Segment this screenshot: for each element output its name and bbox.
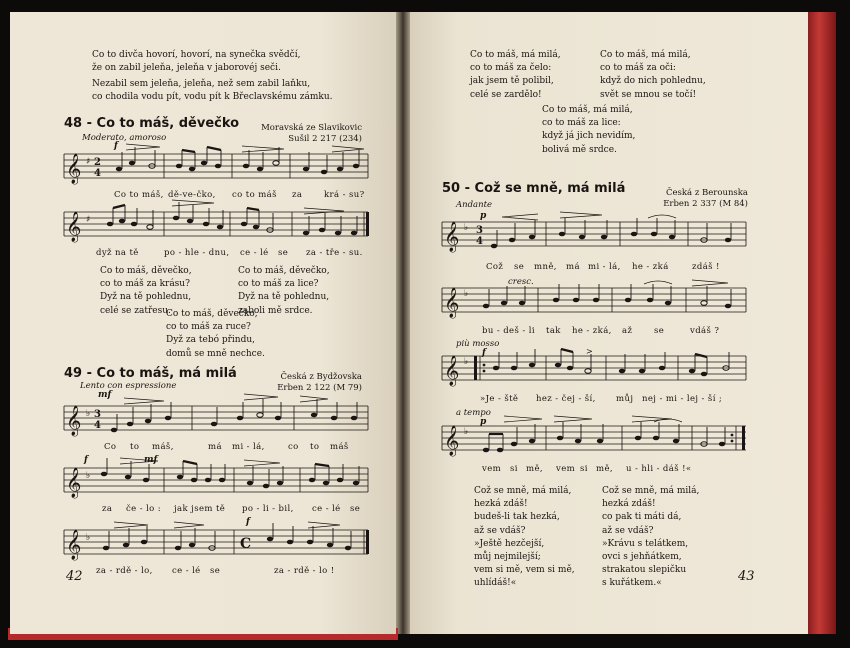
text-line: co to máš za čelo:	[470, 63, 552, 74]
text-line: Dyž na tě pohlednu,	[100, 292, 192, 303]
song-49-lyric-3: ce - lé	[172, 566, 201, 576]
text-line: hezká zdáš!	[602, 499, 656, 510]
source-line: Česká z Berounska	[666, 188, 748, 198]
text-line: co to máš za lice?	[238, 279, 319, 290]
svg-text:♯: ♯	[86, 157, 91, 167]
song-50-tempo: Andante	[456, 200, 493, 210]
song-50-lyric-4: mě,	[596, 464, 613, 474]
text-line: domů se mně nechce.	[166, 348, 265, 359]
svg-text:3: 3	[476, 225, 483, 236]
song-50-verse-a	[474, 485, 575, 591]
song-48-lyric-2: za - tře - su.	[306, 248, 363, 258]
song-49-lyric-1: to	[130, 442, 140, 452]
svg-text:𝄞: 𝄞	[66, 154, 82, 184]
song-50-lyric-3: nej - mi - lej - ší ;	[642, 394, 723, 404]
svg-text:𝄞: 𝄞	[444, 356, 460, 386]
source-line: Erben 2 337 (M 84)	[663, 199, 748, 209]
intro-verse-1	[92, 49, 300, 75]
song-49-lyric-2: za	[102, 504, 113, 514]
text-line: co pak ti máti dá,	[602, 512, 682, 523]
svg-text:C: C	[240, 536, 252, 552]
text-line: že on zabil jeleňa, jeleňa v jaborovéj seči.	[92, 63, 281, 74]
source-line: Moravská ze Slavikovic	[261, 123, 362, 133]
svg-text:𝄞: 𝄞	[66, 406, 82, 436]
svg-text:2: 2	[94, 157, 101, 168]
svg-text:>: >	[586, 347, 593, 356]
text-line: co to máš za ruce?	[166, 322, 251, 333]
song-50-verse-b	[602, 485, 699, 591]
song-48-lyric: krá - su?	[324, 190, 365, 200]
song-49-dynamic: mf	[98, 390, 112, 400]
svg-text:𝄞: 𝄞	[66, 530, 82, 560]
svg-text:♭: ♭	[464, 223, 469, 233]
right-page	[410, 12, 808, 634]
song-49-staff-1	[64, 402, 370, 438]
song-49-lyric-2: po - li - bil,	[242, 504, 294, 514]
song-50-lyric-4: si	[580, 464, 588, 474]
text-line: Což se mně, má milá,	[474, 486, 572, 496]
song-50-staff-1	[442, 218, 748, 254]
song-50-title: 50 - Což se mně, má milá	[442, 181, 626, 196]
song-50-lyric-2: vdáš ?	[690, 326, 720, 336]
text-line: co to máš za lice:	[542, 118, 621, 129]
svg-text:♯: ♯	[86, 215, 91, 225]
book-spine	[396, 12, 410, 634]
song-49-dynamic-4: f	[246, 517, 250, 527]
song-50-dynamic-p: p	[480, 417, 487, 427]
song-50-lyric-2: se	[654, 326, 665, 336]
svg-text:𝄞: 𝄞	[66, 212, 82, 242]
text-line: když do nich pohlednu,	[600, 76, 706, 87]
text-line: bolivá mě srdce.	[542, 144, 617, 155]
song-50-source	[663, 188, 748, 210]
svg-text:𝄞: 𝄞	[444, 222, 460, 252]
text-line: »Ještě hezčejší,	[474, 538, 545, 549]
text-line: s kuřátkem.«	[602, 578, 662, 589]
song-48-source	[261, 123, 362, 145]
text-line: Což se mně, má milá,	[602, 486, 700, 496]
source-line: Sušil 2 217 (234)	[288, 134, 362, 144]
text-line: jak jsem tě polibil,	[470, 76, 554, 87]
text-line: hezká zdáš!	[474, 499, 528, 510]
text-line: co chodila vodu pít, vodu pít k Břeclavskému zámku.	[92, 92, 333, 103]
song-50-lyric-4: vem	[556, 464, 576, 474]
song-49-lyric-2: ce - lé	[312, 504, 341, 514]
song-49-lyric-1: máš,	[152, 442, 174, 452]
text-line: Co to máš, děvečko,	[100, 266, 192, 276]
song-49-staff-3	[64, 526, 370, 562]
text-line: celé se zatřesu.	[100, 305, 171, 316]
song-50-lyric-2: he - zká,	[572, 326, 612, 336]
text-line: budeš-li tak hezká,	[474, 512, 560, 523]
svg-text:𝄞: 𝄞	[444, 426, 460, 456]
song-50-a-tempo: a tempo	[456, 408, 491, 418]
song-48-staff-1	[64, 150, 370, 186]
song-49-verse-b	[600, 49, 706, 102]
text-line: vem si mě, vem si mě,	[474, 565, 575, 576]
text-line: co to máš za krásu?	[100, 279, 190, 290]
song-50-staff-2	[442, 284, 748, 320]
song-49-lyric-2: se	[350, 504, 361, 514]
song-49-verse-a	[470, 49, 561, 102]
book-edge-right	[808, 12, 836, 634]
svg-text:♭: ♭	[464, 357, 469, 367]
svg-text:𝄞: 𝄞	[66, 468, 82, 498]
text-line: svět se mnou se točí!	[600, 89, 697, 100]
svg-text:♭: ♭	[86, 471, 91, 481]
song-48-dynamic: f	[114, 141, 118, 151]
song-50-lyric-2: až	[622, 326, 633, 336]
song-48-lyric: Co to máš,	[114, 190, 164, 200]
song-50-lyric-1: he - zká	[632, 262, 669, 272]
song-48-verse-c	[166, 308, 265, 361]
song-49-lyric-2: jak jsem tě	[174, 504, 226, 514]
svg-text:4: 4	[94, 420, 101, 431]
song-49-lyric-1: mi - lá,	[232, 442, 265, 452]
song-50-lyric-1: mi - lá,	[588, 262, 621, 272]
song-50-lyric-2: bu - deš - li	[482, 326, 535, 336]
song-50-lyric-1: má	[566, 262, 580, 272]
svg-text:3: 3	[94, 409, 101, 420]
song-48-lyric-2: dyž na tě	[96, 248, 139, 258]
song-49-staff-2	[64, 464, 370, 500]
song-49-lyric-1: Co	[104, 442, 117, 452]
left-page	[10, 12, 396, 634]
text-line: Dyž na tě pohlednu,	[238, 292, 330, 303]
text-line: Co to máš, má milá,	[470, 50, 561, 60]
song-50-lyric-1: mně,	[534, 262, 557, 272]
song-50-dynamic: p	[480, 211, 487, 221]
text-line: ovci s jehňátkem,	[602, 552, 682, 563]
svg-text:4: 4	[94, 168, 101, 179]
song-48-tempo: Moderato, amoroso	[82, 133, 167, 143]
song-48-lyric: co to máš	[232, 190, 277, 200]
song-48-lyric-2: po - hle - dnu,	[164, 248, 230, 258]
text-line: Co to máš, má milá,	[600, 50, 691, 60]
text-line: Nezabil sem jeleňa, jeleňa, než sem zabil laňku,	[92, 79, 311, 89]
text-line: zaboli mě srdce.	[238, 305, 313, 316]
song-49-dynamic-3: mf	[144, 455, 158, 465]
text-line: můj nejmilejší;	[474, 552, 541, 563]
text-line: strakatou slepičku	[602, 565, 687, 576]
page-number-right: 43	[738, 569, 755, 584]
text-line: co to máš za oči:	[600, 63, 676, 74]
song-48-lyric-2: ce - lé	[240, 248, 269, 258]
song-49-dynamic-2: f	[84, 455, 88, 465]
song-49-lyric-1: máš	[330, 442, 349, 452]
song-49-lyric-1: má	[208, 442, 222, 452]
svg-text:♭: ♭	[464, 289, 469, 299]
song-49-lyric-1: to	[310, 442, 320, 452]
text-line: uhlídáš!«	[474, 578, 517, 589]
text-line: Co to máš, děvečko,	[166, 309, 258, 319]
text-line: když já jich nevidím,	[542, 131, 636, 142]
song-48-lyric: dě-ve-čko,	[168, 190, 216, 200]
song-48-staff-2	[64, 208, 370, 244]
song-50-lyric-3: můj	[616, 394, 634, 404]
text-line: Co to divča hovorí, hovorí, na synečka svědčí,	[92, 50, 301, 60]
song-48-lyric-2: se	[278, 248, 289, 258]
song-50-staff-3	[442, 347, 748, 388]
song-49-lyric-2: če - lo :	[126, 504, 162, 514]
song-50-lyric-4: si	[510, 464, 518, 474]
song-50-piu-mosso: più mosso	[456, 339, 500, 349]
intro-verse-2	[92, 78, 333, 104]
song-50-lyric-3: »Je - ště	[480, 394, 519, 404]
song-48-lyric: za	[292, 190, 303, 200]
svg-text:♭: ♭	[464, 427, 469, 437]
song-49-lyric-1: co	[288, 442, 299, 452]
text-line: celé se zardělo!	[470, 89, 542, 100]
svg-text:♭: ♭	[86, 533, 91, 543]
source-line: Erben 2 122 (M 79)	[277, 383, 362, 393]
svg-text:♭: ♭	[86, 409, 91, 419]
song-50-lyric-1: zdáš !	[692, 262, 720, 272]
text-line: Dyž za tebó přindu,	[166, 335, 256, 346]
song-50-lyric-1: se	[514, 262, 525, 272]
text-line: až se vdáš?	[602, 525, 654, 536]
song-49-lyric-3: se	[210, 566, 221, 576]
text-line: Co to máš, má milá,	[542, 105, 633, 115]
song-50-lyric-4: vem	[482, 464, 502, 474]
text-line: Co to máš, děvečko,	[238, 266, 330, 276]
song-50-dynamic-f: f	[482, 348, 486, 358]
song-50-lyric-4: mě,	[526, 464, 543, 474]
page-number-left: 42	[66, 569, 83, 584]
song-49-lyric-3: za - rdě - lo,	[96, 566, 153, 576]
song-49-lyric-3: za - rdě - lo !	[274, 566, 335, 576]
song-50-cresc: cresc.	[508, 277, 534, 287]
song-49-source	[277, 372, 362, 394]
song-48-title: 48 - Co to máš, děvečko	[64, 116, 240, 131]
song-49-verse-c	[542, 104, 635, 157]
text-line: »Krávu s telátkem,	[602, 538, 689, 549]
song-50-lyric-1: Což	[486, 262, 504, 272]
svg-text:4: 4	[476, 236, 483, 247]
song-49-title: 49 - Co to máš, má milá	[64, 366, 237, 381]
song-50-staff-4	[442, 422, 748, 458]
svg-text:𝄞: 𝄞	[444, 288, 460, 318]
song-49-tempo: Lento con espressione	[80, 381, 177, 391]
song-50-lyric-4: u - hli - dáš !«	[626, 464, 692, 474]
source-line: Česká z Bydžovska	[280, 372, 362, 382]
song-50-lyric-3: hez - čej - ší,	[536, 394, 596, 404]
text-line: až se vdáš?	[474, 525, 526, 536]
song-50-lyric-2: tak	[546, 326, 561, 336]
